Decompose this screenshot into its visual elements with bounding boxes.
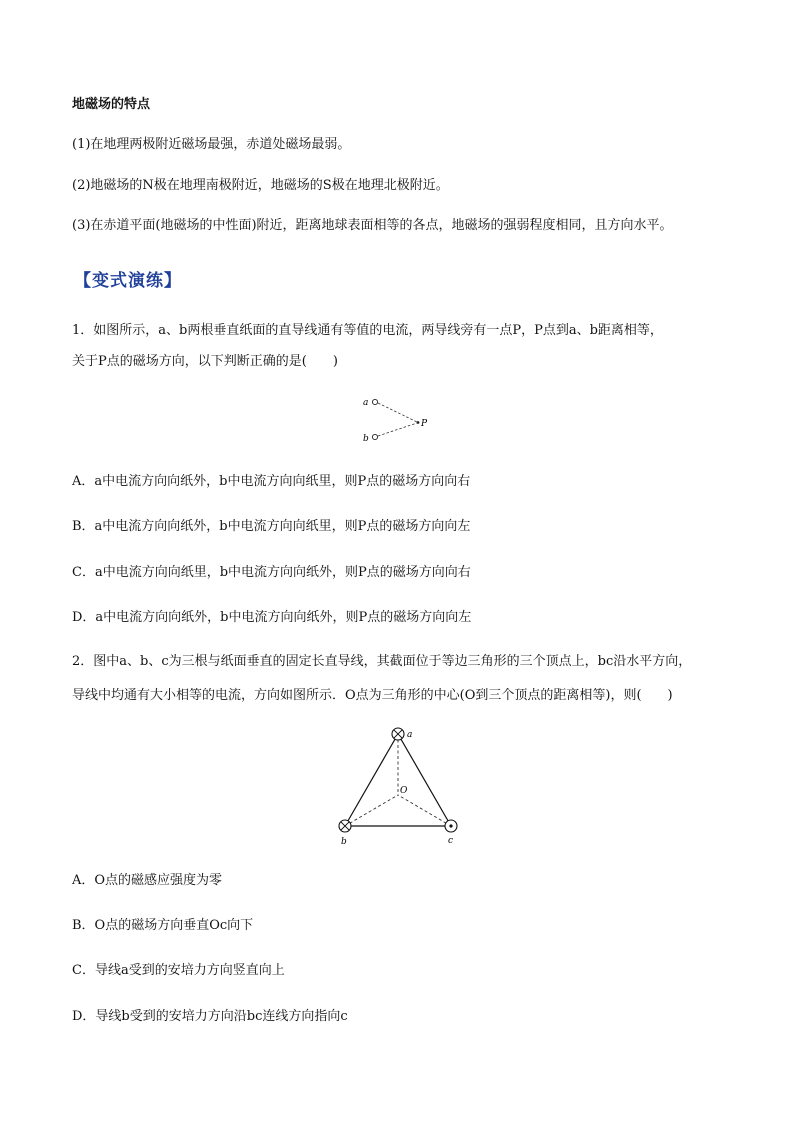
q2-wire-c-dot — [449, 824, 452, 827]
q1-option-d: D．a中电流方向向纸外，b中电流方向向纸外，则P点的磁场方向向左 — [72, 610, 472, 625]
q1-wire-a — [372, 399, 377, 404]
q2-option-d: D．导线b受到的安培力方向沿bc连线方向指向c — [72, 1009, 348, 1024]
point-1: (1)在地理两极附近磁场最强，赤道处磁场最弱。 — [72, 137, 351, 152]
q1-option-c: C．a中电流方向向纸里，b中电流方向向纸外，则P点的磁场方向向右 — [72, 565, 471, 580]
q2-option-b: B．O点的磁场方向垂直Oc向下 — [72, 918, 254, 933]
q1-line-a-p — [378, 403, 417, 422]
q2-side-ab — [345, 734, 398, 826]
q2-side-ac — [398, 734, 451, 826]
q1-option-a: A．a中电流方向向纸外，b中电流方向向纸里，则P点的磁场方向向右 — [72, 474, 471, 489]
q1-label-p: P — [421, 419, 428, 429]
q2-label-c: c — [448, 836, 454, 846]
q2-dash-bo — [345, 795, 398, 826]
q1-option-b: B．a中电流方向向纸外，b中电流方向向纸里，则P点的磁场方向向左 — [72, 519, 471, 534]
q2-stem-line1: 2．图中a、b、c为三根与纸面垂直的固定长直导线，其截面位于等边三角形的三个顶点上，bc沿水平方向， — [72, 654, 692, 669]
q2-option-c: C．导线a受到的安培力方向竖直向上 — [72, 963, 285, 978]
q1-line-b-p — [378, 423, 417, 436]
q2-label-o: O — [400, 786, 408, 796]
q1-figure — [355, 392, 435, 444]
point-3: (3)在赤道平面(地磁场的中性面)附近，距离地球表面相等的各点，地磁场的强弱程度相同，且方向水平。 — [72, 218, 673, 233]
q1-label-b: b — [363, 434, 369, 444]
q2-option-a: A．O点的磁感应强度为零 — [72, 873, 223, 888]
q1-wire-b — [372, 434, 377, 439]
q1-stem-line2: 关于P点的磁场方向，以下判断正确的是( ) — [72, 354, 338, 369]
q2-stem-line2: 导线中均通有大小相等的电流，方向如图所示．O点为三角形的中心(O到三个顶点的距离相等)，则( ) — [72, 688, 673, 703]
q1-label-a: a — [363, 398, 369, 408]
point-2: (2)地磁场的N极在地理南极附近，地磁场的S极在地理北极附近。 — [72, 178, 449, 193]
q1-point-p — [417, 421, 420, 424]
q2-dash-co — [398, 795, 451, 826]
q2-figure — [330, 722, 466, 846]
section-title: 【变式演练】 — [74, 271, 182, 291]
q2-label-b: b — [341, 837, 347, 846]
q2-label-a: a — [407, 730, 413, 740]
heading: 地磁场的特点 — [72, 97, 151, 112]
q1-stem-line1: 1．如图所示，a、b两根垂直纸面的直导线通有等值的电流，两导线旁有一点P，P点到a、b距离相等， — [72, 323, 663, 338]
